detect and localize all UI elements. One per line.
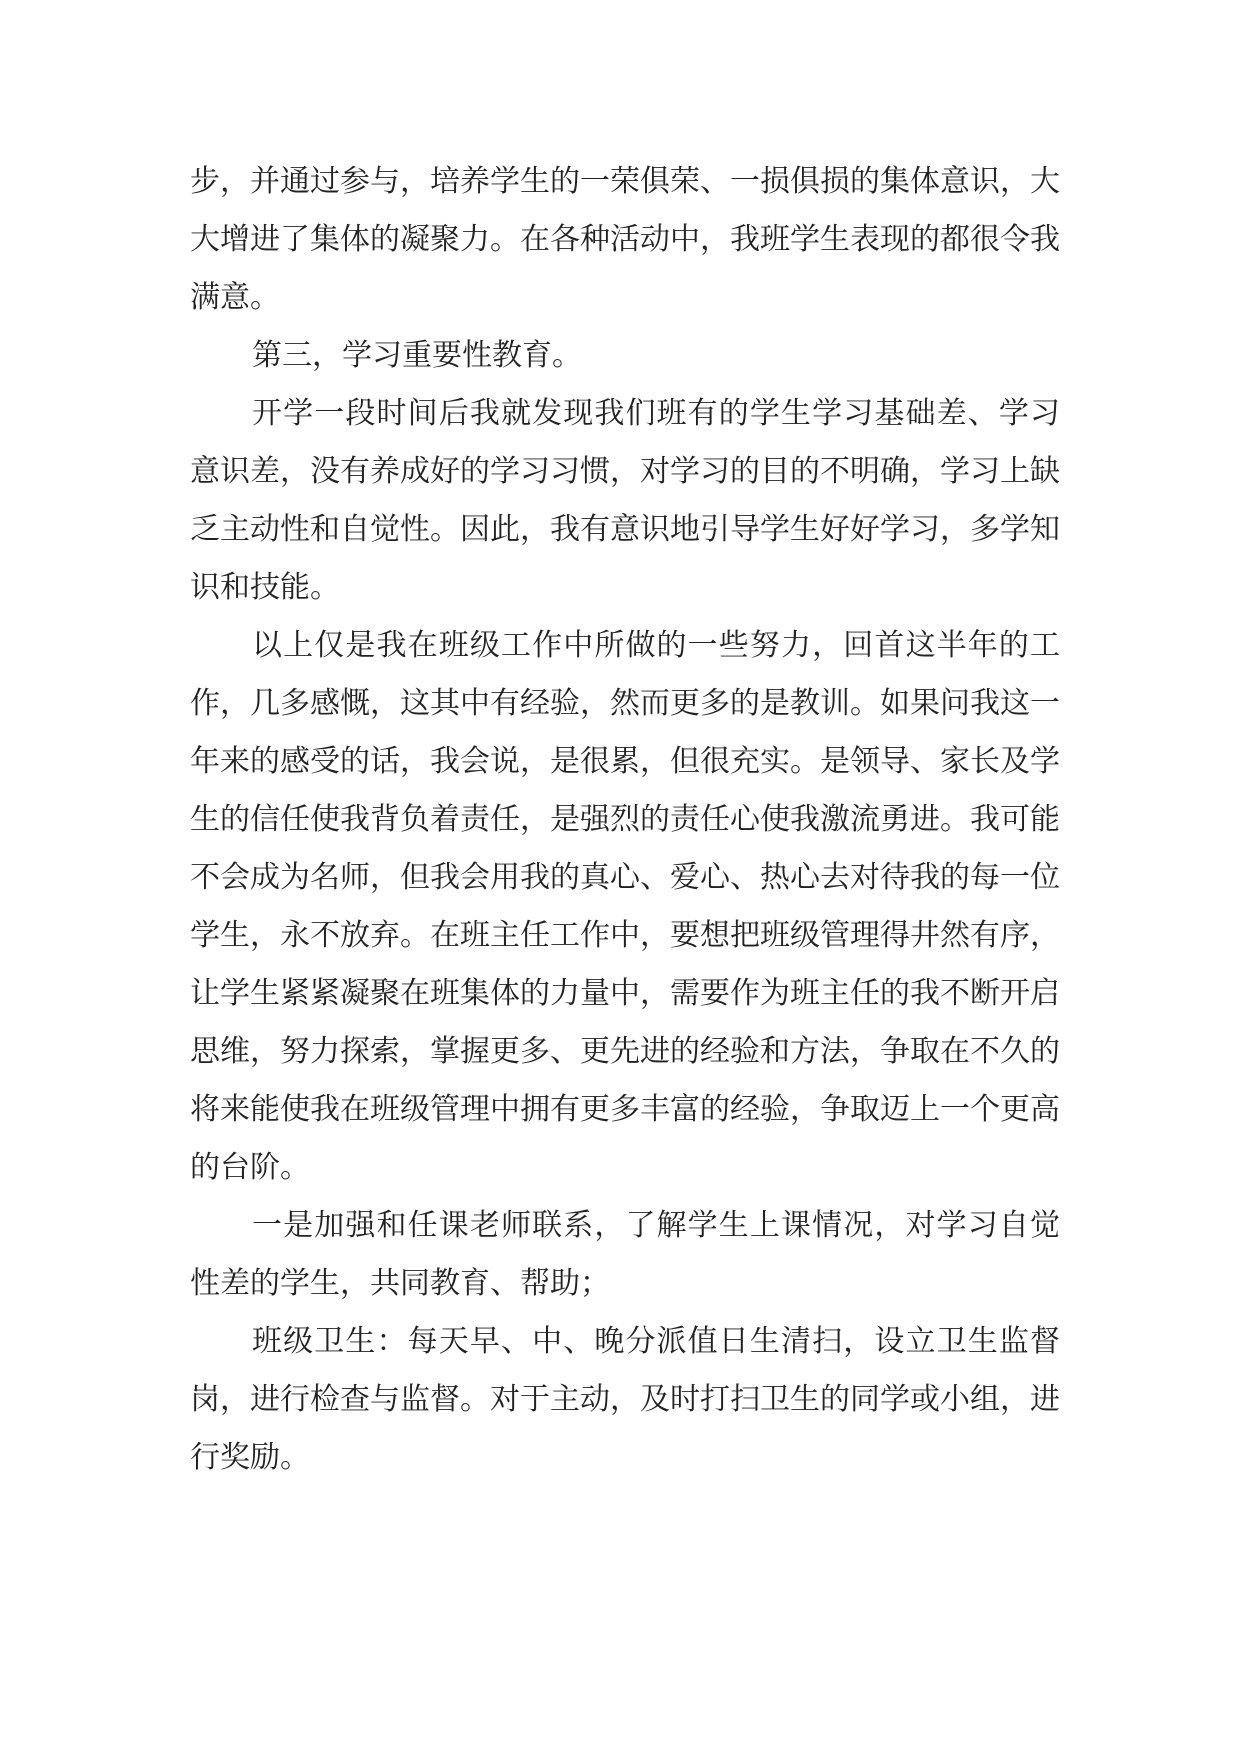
document-body (190, 153, 1060, 1487)
paragraph: 步，并通过参与，培养学生的一荣俱荣、一损俱损的集体意识，大大增进了集体的凝聚力。在各种活动中，我班学生表现的都很令我满意。 (190, 164, 1060, 315)
paragraph: 开学一段时间后我就发现我们班有的学生学习基础差、学习意识差，没有养成好的学习习惯，对学习的目的不明确，学习上缺乏主动性和自觉性。因此，我有意识地引导学生好好学习，多学知识和技能。 (190, 396, 1060, 605)
paragraph: 班级卫生：每天早、中、晚分派值日生清扫，设立卫生监督岗，进行检查与监督。对于主动，及时打扫卫生的同学或小组，进行奖励。 (190, 1324, 1060, 1475)
paragraph: 第三，学习重要性教育。 (252, 338, 582, 373)
paragraph: 以上仅是我在班级工作中所做的一些努力，回首这半年的工作，几多感慨，这其中有经验，然而更多的是教训。如果问我这一年来的感受的话，我会说，是很累，但很充实。是领导、家长及学生的信任使我背负着责任，是强烈的责任心使我激流勇进。我可能不会成为名师，但我会用我的真心、爱心、热心去对待我的每一位学生，永不放弃。在班主任工作中，要想把班级管理得井然有序，让学生紧紧凝聚在班集体的力量中，需要作为班主任的我不断开启思维，努力探索，掌握更多、更先进的经验和方法，争取在不久的将来能使我在班级管理中拥有更多丰富的经验，争取迈上一个更高的台阶。 (190, 628, 1060, 1185)
paragraph: 一是加强和任课老师联系，了解学生上课情况，对学习自觉性差的学生，共同教育、帮助； (190, 1208, 1060, 1301)
